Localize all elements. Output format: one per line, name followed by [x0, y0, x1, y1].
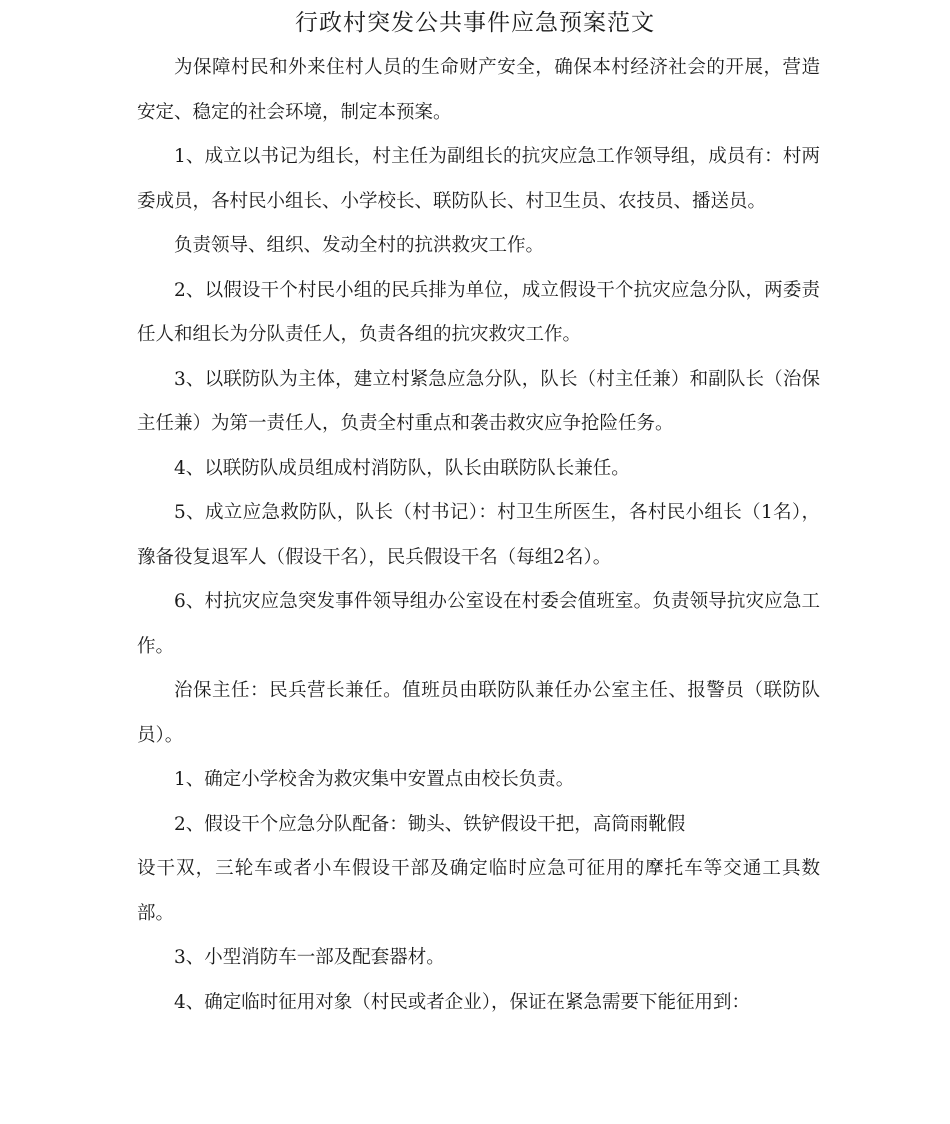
paragraph-resource-4-requisition: 4、确定临时征用对象（村民或者企业），保证在紧急需要下能征用到：	[174, 991, 751, 1013]
paragraph-item-1-leadership: 1、成立以书记为组长，村主任为副组长的抗灾应急工作领导组，成员有：村两委成员，各村民小组长、小学校长、联防队长、村卫生员、农技员、播送员。	[137, 146, 820, 212]
document-body	[137, 46, 820, 1025]
paragraph-item-3-emergency-squad: 3、以联防队为主体，建立村紧急应急分队，队长（村主任兼）和副队长（治保主任兼）为第一责任人，负责全村重点和袭击救灾应争抢险任务。	[137, 368, 820, 434]
paragraph-item-2-squads: 2、以假设干个村民小组的民兵排为单位，成立假设干个抗灾应急分队，两委责任人和组长为分队责任人，负责各组的抗灾救灾工作。	[137, 279, 820, 345]
paragraph-item-4-fire-team: 4、以联防队成员组成村消防队，队长由联防队长兼任。	[174, 457, 630, 479]
paragraph-item-5-rescue-team: 5、成立应急救防队，队长（村书记）：村卫生所医生，各村民小组长（1名），豫备役复退军人（假设干名），民兵假设干名（每组2名）。	[137, 502, 820, 568]
paragraph-resource-3-fire-truck: 3、小型消防车一部及配套器材。	[174, 947, 445, 968]
paragraph-intro: 为保障村民和外来住村人员的生命财产安全，确保本村经济社会的开展，营造安定、稳定的社会环境，制定本预案。	[137, 57, 820, 123]
paragraph-resource-1-shelter: 1、确定小学校舍为救灾集中安置点由校长负责。	[174, 769, 575, 790]
paragraph-security-director: 治保主任：民兵营长兼任。值班员由联防队兼任办公室主任、报警员（联防队员）。	[137, 680, 820, 746]
paragraph-leadership-duty: 负责领导、组织、发动全村的抗洪救灾工作。	[174, 235, 545, 256]
paragraph-resource-2-continued: 设干双，三轮车或者小车假设干部及确定临时应急可征用的摩托车等交通工具数部。	[137, 858, 820, 924]
paragraph-resource-2-equipment: 2、假设干个应急分队配备：锄头、铁铲假设干把，高筒雨靴假	[174, 813, 686, 835]
paragraph-item-6-office: 6、村抗灾应急突发事件领导组办公室设在村委会值班室。负责领导抗灾应急工作。	[137, 591, 820, 657]
document-title: 行政村突发公共事件应急预案范文	[295, 10, 655, 36]
